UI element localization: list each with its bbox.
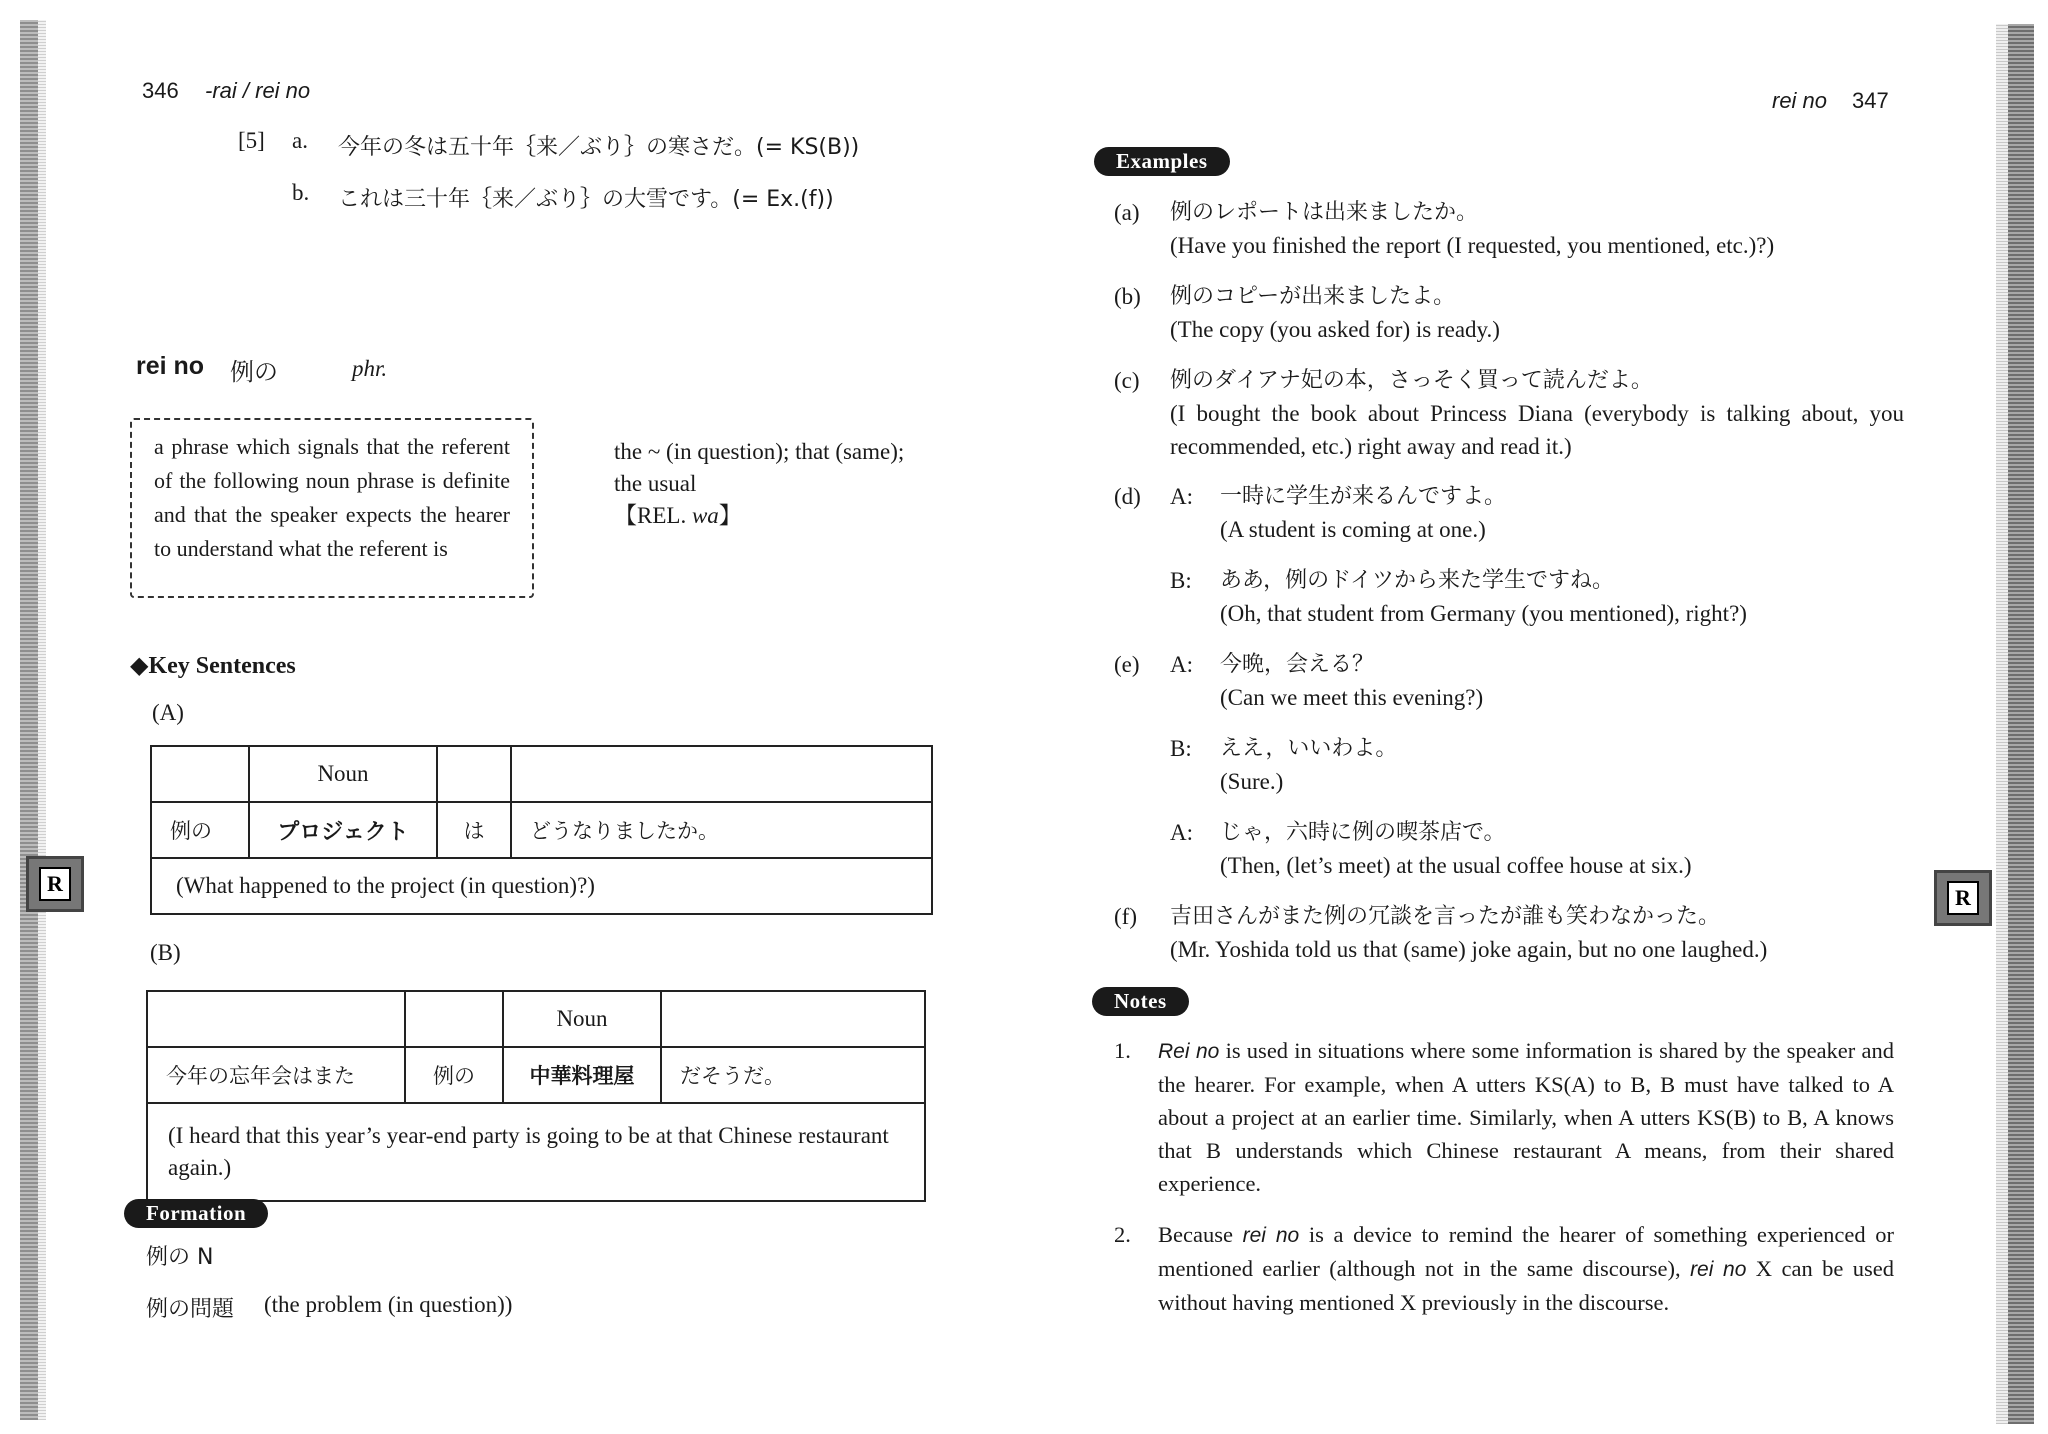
example-d-b	[1114, 564, 1904, 630]
example-jp: 今晩，会える？	[1220, 652, 1375, 677]
example-jp: 吉田さんがまた例の冗談を言ったが誰も笑わなかった。	[1170, 904, 1721, 929]
example-e-a	[1114, 648, 1904, 714]
example-label: (f)	[1114, 904, 1137, 929]
ex5-a-text: 今年の冬は五十年｛来／ぶり｝の寒さだ。(= KS(B))	[338, 135, 860, 160]
definition-box	[130, 418, 534, 598]
key-sentences-heading: ◆Key Sentences	[130, 653, 296, 679]
left-page-number: 346	[142, 78, 179, 103]
left-running-title: -rai / rei no	[205, 78, 311, 103]
note-1	[1114, 1034, 1894, 1200]
formation-line-1: 例の N	[146, 1245, 214, 1270]
example-speaker: B:	[1170, 736, 1192, 761]
note-part-1: Because	[1158, 1222, 1243, 1247]
ex5-label: [5]	[238, 128, 265, 153]
ks-b-cell-predicate: だそうだ。	[661, 1047, 925, 1103]
rel-word: wa	[691, 503, 719, 528]
example-label: (e)	[1114, 652, 1140, 677]
formation-line-2-jp: 例の問題	[146, 1297, 235, 1322]
note-number: 2.	[1114, 1222, 1131, 1247]
example-b	[1114, 280, 1904, 346]
ks-b-cell-rei-no: 例の	[405, 1047, 503, 1103]
ks-a-table	[150, 745, 933, 915]
gloss-line-1: the ~ (in question); that (same);	[614, 439, 905, 464]
example-jp: 例のコピーが出来ましたよ。	[1170, 284, 1456, 309]
example-en: (Can we meet this evening?)	[1220, 685, 1484, 710]
example-d-a	[1114, 480, 1904, 546]
ks-b-header-empty-2	[405, 991, 503, 1047]
note-lead: rei no	[1242, 1224, 1300, 1247]
example-en: (Sure.)	[1220, 769, 1284, 794]
left-page-edge	[20, 20, 38, 1420]
example-a	[1114, 196, 1904, 262]
ks-b-table	[146, 990, 926, 1202]
note-lead: Rei no	[1158, 1040, 1220, 1063]
example-e-c	[1114, 816, 1904, 882]
right-page-edge-inner	[1996, 24, 2008, 1424]
left-page-edge-inner	[38, 20, 46, 1420]
example-speaker: B:	[1170, 568, 1192, 593]
example-en: (Have you finished the report (I requested, you mentioned, etc.)?)	[1170, 233, 1775, 258]
ks-a-header-empty-2	[437, 746, 511, 802]
example-jp: ええ，いいわよ。	[1220, 736, 1398, 761]
ks-b-header-noun: Noun	[503, 991, 661, 1047]
note-2	[1114, 1218, 1894, 1319]
example-c	[1114, 364, 1904, 463]
left-tab-letter: R	[39, 867, 71, 901]
example-en: (The copy (you asked for) is ready.)	[1170, 317, 1500, 342]
left-thumb-tab	[26, 856, 84, 912]
entry-headword-jp: 例の	[230, 358, 278, 386]
ks-a-header-empty-1	[151, 746, 249, 802]
ks-b-cell-noun: 中華料理屋	[503, 1047, 661, 1103]
ks-a-cell-rei-no: 例の	[151, 802, 249, 858]
gloss-line-2: the usual	[614, 471, 697, 496]
example-jp: 一時に学生が来るんですよ。	[1220, 484, 1507, 509]
example-jp: ああ，例のドイツから来た学生ですね。	[1220, 568, 1615, 593]
ex5-a-label: a.	[292, 128, 308, 153]
example-f	[1114, 900, 1904, 966]
ks-a-translation: (What happened to the project (in question)?)	[151, 858, 932, 914]
rel-line	[614, 500, 904, 532]
ks-a-label: (A)	[152, 700, 184, 725]
right-running-title: rei no	[1772, 88, 1828, 113]
right-tab-letter: R	[1947, 881, 1979, 915]
ks-a-header-empty-3	[511, 746, 932, 802]
entry-headword: rei no	[136, 352, 205, 380]
example-jp: 例のレポートは出来ましたか。	[1170, 200, 1479, 225]
entry-pos: phr.	[352, 356, 388, 381]
gloss	[614, 436, 904, 532]
right-page-number: 347	[1852, 88, 1889, 113]
example-en: (I bought the book about Princess Diana (everybody is talking about, you recommended, etc.) right away and read it.)	[1170, 401, 1904, 459]
example-e-b	[1114, 732, 1904, 798]
example-label: (a)	[1114, 200, 1140, 225]
example-en: (Mr. Yoshida told us that (same) joke again, but no one laughed.)	[1170, 937, 1768, 962]
examples-label: Examples	[1094, 147, 1230, 176]
ks-a-cell-particle: は	[437, 802, 511, 858]
example-speaker: A:	[1170, 652, 1193, 677]
example-en: (A student is coming at one.)	[1220, 517, 1486, 542]
ks-b-cell-subject: 今年の忘年会はまた	[147, 1047, 405, 1103]
formation-label: Formation	[124, 1199, 268, 1228]
example-en: (Oh, that student from Germany (you mentioned), right?)	[1220, 601, 1747, 626]
note-number: 1.	[1114, 1038, 1131, 1063]
formation-line-2-en: (the problem (in question))	[264, 1292, 513, 1317]
example-jp: 例のダイアナ妃の本，さっそく買って読んだよ。	[1170, 368, 1653, 393]
example-label: (c)	[1114, 368, 1140, 393]
notes-label: Notes	[1092, 987, 1189, 1016]
ks-a-cell-predicate: どうなりましたか。	[511, 802, 932, 858]
example-label: (b)	[1114, 284, 1141, 309]
example-en: (Then, (let’s meet) at the usual coffee house at six.)	[1220, 853, 1692, 878]
ks-a-header-noun: Noun	[249, 746, 437, 802]
right-thumb-tab	[1934, 870, 1992, 926]
definition-text: a phrase which signals that the referent of the following noun phrase is definite and that the speaker expects the hearer to understand what the referent is	[154, 434, 510, 561]
ks-b-header-empty-3	[661, 991, 925, 1047]
right-page-edge	[2008, 24, 2034, 1424]
rel-suffix: 】	[718, 503, 742, 528]
ks-a-cell-noun: プロジェクト	[249, 802, 437, 858]
note-part-2: is a device to remind the hearer of something experienced or mentioned earlier (although not in the same discourse),	[1158, 1222, 1895, 1281]
ks-b-translation: (I heard that this year’s year-end party is going to be at that Chinese restaurant again.)	[147, 1103, 925, 1201]
example-speaker: A:	[1170, 820, 1193, 845]
example-jp: じゃ，六時に例の喫茶店で。	[1220, 820, 1506, 845]
ex5-b-label: b.	[292, 180, 310, 205]
ks-b-header-empty-1	[147, 991, 405, 1047]
example-label: (d)	[1114, 484, 1141, 509]
note-part-3: X can be used without having mentioned X previously in the discourse.	[1158, 1256, 1895, 1315]
ex5-b-text: これは三十年｛来／ぶり｝の大雪です。(= Ex.(f))	[338, 187, 834, 212]
ks-b-label: (B)	[150, 940, 181, 965]
rel-prefix: 【REL.	[614, 503, 692, 528]
note-text: is used in situations where some information is shared by the speaker and the hearer. For example, when A utters KS(A) to B, B must have talked to A about a project at an earlier time. Similarly, when A utters KS(B) to B, A knows that B understands which Chinese restaurant A means, from their shared experience.	[1158, 1038, 1895, 1196]
example-speaker: A:	[1170, 484, 1193, 509]
note-lead-2: rei no	[1690, 1258, 1747, 1281]
